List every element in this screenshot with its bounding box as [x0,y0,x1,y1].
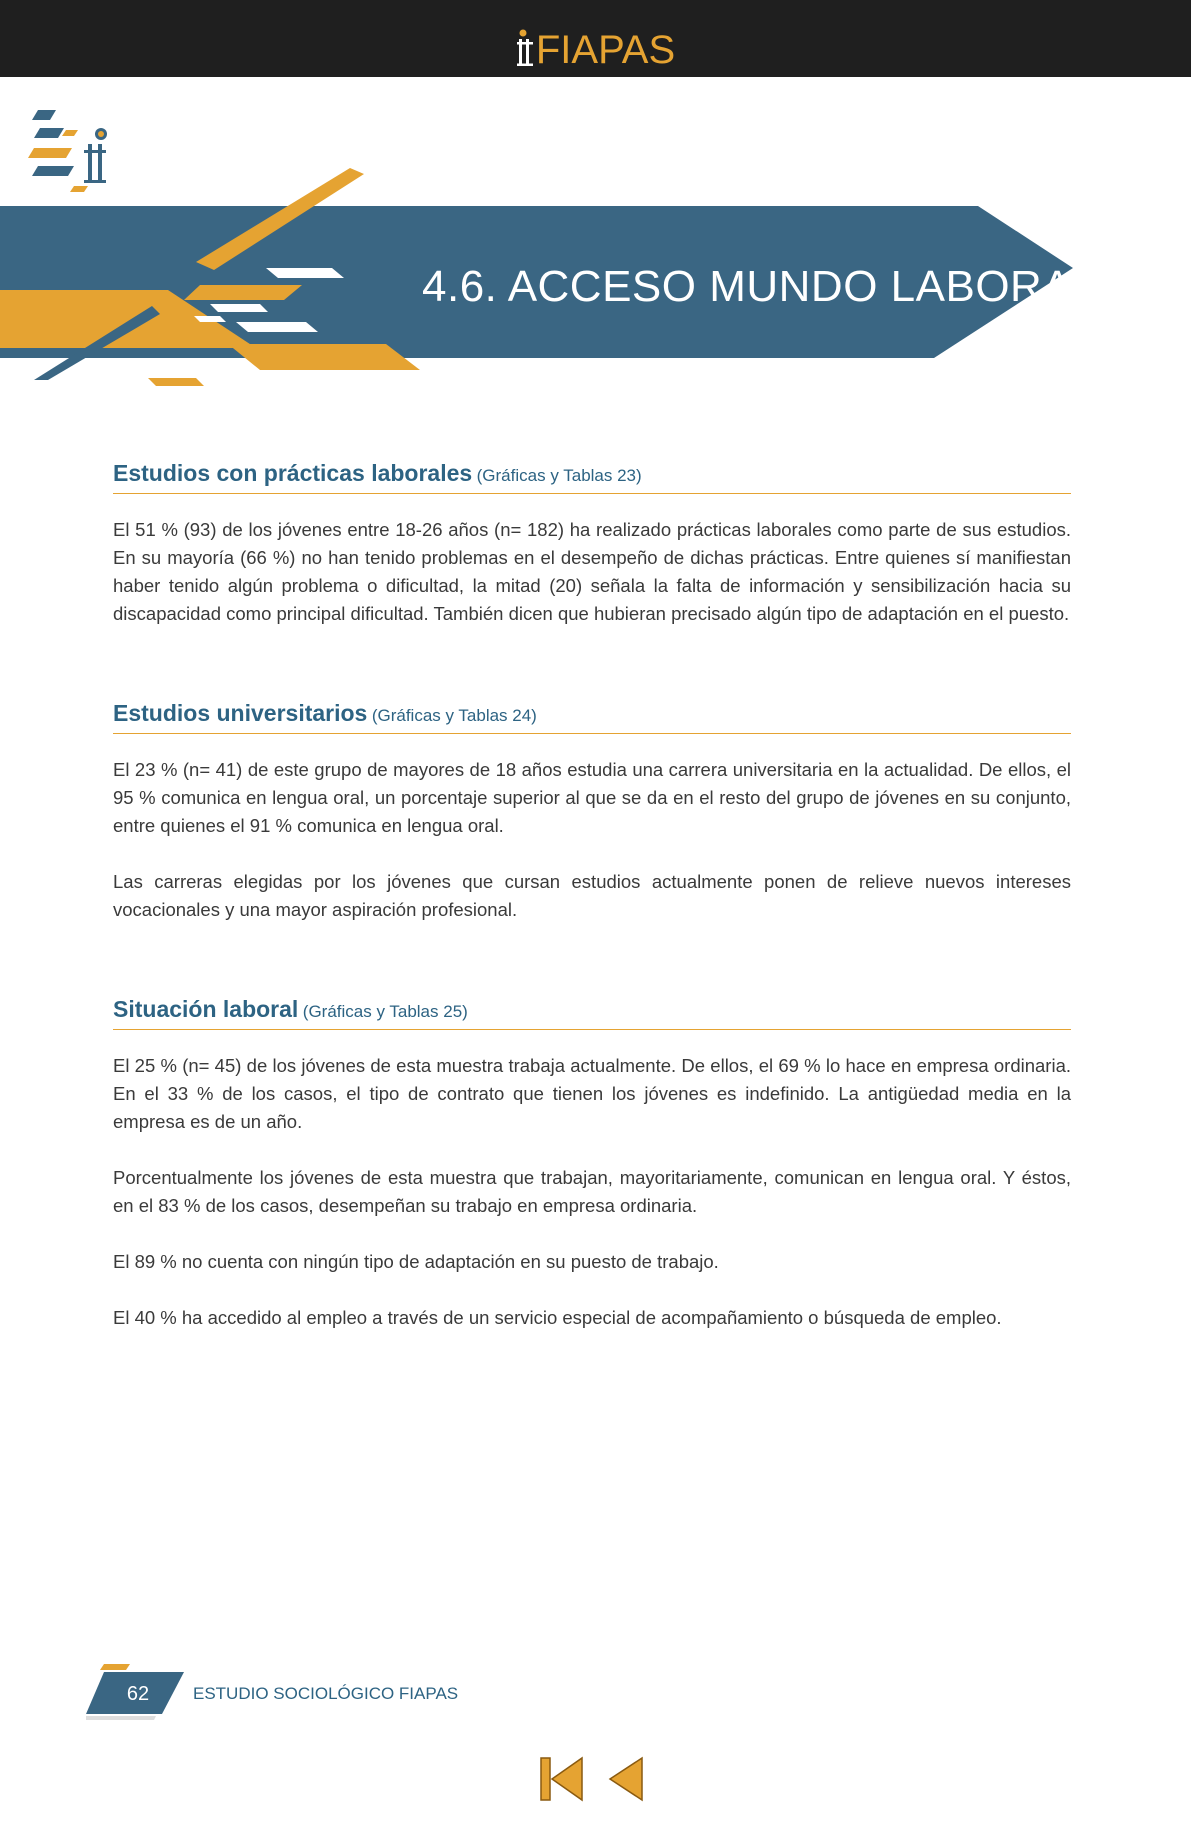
first-page-button[interactable] [538,1755,586,1808]
section-practicas [113,460,1071,628]
page-number: 62 [126,1683,150,1705]
section-reference: (Gráficas y Tablas 25) [302,1002,468,1021]
section-heading [113,996,1071,1030]
paragraph: El 51 % (93) de los jóvenes entre 18-26 años (n= 182) ha realizado prácticas laborales como parte de sus estudios. En su mayoría (66 %) no han tenido problemas en el desempeño de dichas prácticas. Entre quienes sí manifiestan haber tenido algún problema o dificultad, la mitad (20) señala la falta de información y sensibilización hacia su discapacidad como principal dificultad. También dicen que hubieran precisado algún tipo de adaptación en el puesto. [113,519,1071,624]
paragraph: El 23 % (n= 41) de este grupo de mayores de 18 años estudia una carrera universitaria en la actualidad. De ellos, el 95 % comunica en lengua oral, un porcentaje superior al que se da en el resto del grupo de jóvenes en su conjunto, entre quienes el 91 % comunica en lengua oral. [113,759,1071,836]
section-heading [113,700,1071,734]
section-universitarios [113,700,1071,924]
paragraph: El 25 % (n= 45) de los jóvenes de esta muestra trabaja actualmente. De ellos, el 69 % lo hace en empresa ordinaria. En el 33 % de los casos, el tipo de contrato que tienen los jóvenes es indefinido. La antigüedad media en la empresa es de un año. [113,1055,1071,1132]
section-heading [113,460,1071,494]
section-situacion-laboral [113,996,1071,1332]
fi-logo-icon [516,28,536,73]
section-title: Estudios universitarios [113,700,368,726]
corner-logo-icon [28,110,107,192]
section-reference: (Gráficas y Tablas 24) [371,706,537,725]
brand-name: FIAPAS [535,28,676,72]
paragraph: El 40 % ha accedido al empleo a través de un servicio especial de acompañamiento o búsqueda de empleo. [113,1307,1002,1328]
page-title: 4.6. ACCESO MUNDO LABORAL [422,262,1098,311]
section-title: Situación laboral [113,996,299,1022]
banner-graphic [0,100,1191,400]
first-page-icon [538,1755,586,1803]
top-logo [0,28,1191,73]
previous-page-button[interactable] [606,1755,648,1808]
paragraph: Porcentualmente los jóvenes de esta muestra que trabajan, mayoritariamente, comunican en lengua oral. Y éstos, en el 83 % de los casos, desempeñan su trabajo en empresa ordinaria. [113,1167,1071,1216]
paragraph: El 89 % no cuenta con ningún tipo de adaptación en su puesto de trabajo. [113,1251,719,1272]
section-reference: (Gráficas y Tablas 23) [476,466,642,485]
previous-page-icon [606,1755,648,1803]
paragraph: Las carreras elegidas por los jóvenes que cursan estudios actualmente ponen de relieve nuevos intereses vocacionales y una mayor aspiración profesional. [113,871,1071,920]
main-content [113,460,1071,1360]
publication-title: ESTUDIO SOCIOLÓGICO FIAPAS [193,1684,459,1703]
section-title: Estudios con prácticas laborales [113,460,473,486]
